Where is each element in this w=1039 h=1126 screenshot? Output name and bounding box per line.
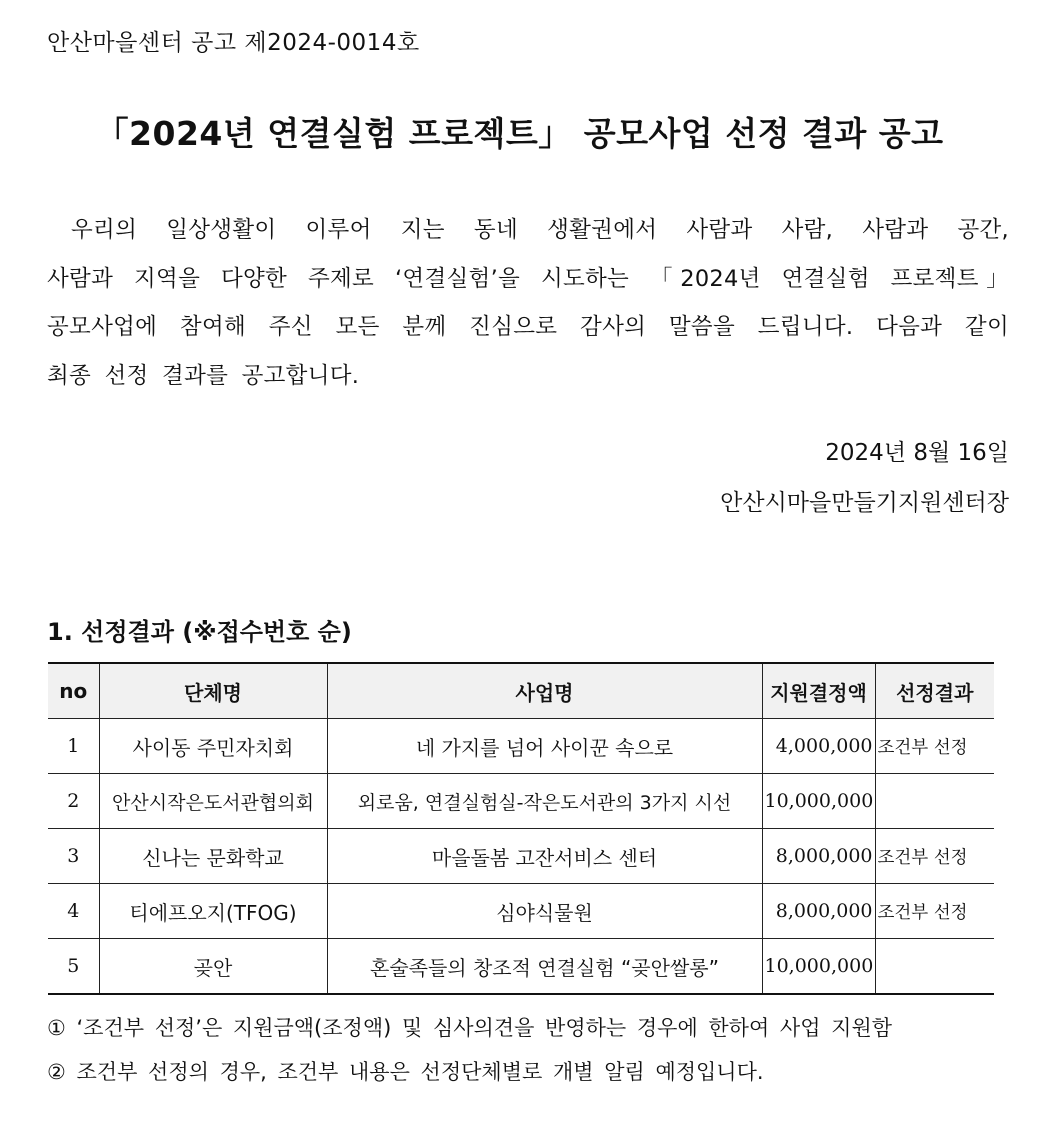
- footnote-item: ② 조건부 선정의 경우, 조건부 내용은 선정단체별로 개별 알림 예정입니다.: [47, 1060, 764, 1084]
- table-header-row: [48, 663, 994, 719]
- table-row: [48, 939, 994, 995]
- announcement-date: 2024년 8월 16일: [825, 440, 1009, 466]
- cell-result: 조건부 선정: [875, 719, 994, 774]
- section-title: 1. 선정결과 (※접수번호 순): [47, 618, 352, 646]
- cell-amount: 8,000,000: [762, 829, 875, 884]
- cell-project: 네 가지를 넘어 사이꾼 속으로: [327, 719, 762, 774]
- table-row: [48, 884, 994, 939]
- header-org: 단체명: [99, 663, 327, 719]
- cell-project: 마을돌봄 고잔서비스 센터: [327, 829, 762, 884]
- footnote-item: ① ‘조건부 선정’은 지원금액(조정액) 및 심사의견을 반영하는 경우에 한하여 사업 지원함: [47, 1016, 893, 1040]
- cell-project: 외로움, 연결실험실-작은도서관의 3가지 시선: [327, 774, 762, 829]
- body-line: 사람과 지역을 다양한 주제로 ‘연결실험’을 시도하는 「2024년 연결실험 프로젝트」: [47, 265, 1009, 292]
- cell-org: 신나는 문화학교: [99, 829, 327, 884]
- body-line: 우리의 일상생활이 이루어 지는 동네 생활권에서 사람과 사람, 사람과 공간,: [71, 217, 1009, 243]
- notice-number: 안산마을센터 공고 제2024-0014호: [47, 30, 420, 56]
- cell-no: 4: [48, 884, 99, 939]
- cell-result: [875, 774, 994, 829]
- table-row: [48, 829, 994, 884]
- cell-org: 사이동 주민자치회: [99, 719, 327, 774]
- cell-amount: 8,000,000: [762, 884, 875, 939]
- cell-project: 혼술족들의 창조적 연결실험 “곶안쌀롱”: [327, 939, 762, 995]
- cell-no: 5: [48, 939, 99, 995]
- cell-amount: 4,000,000: [762, 719, 875, 774]
- cell-org: 안산시작은도서관협의회: [99, 774, 327, 829]
- cell-result: 조건부 선정: [875, 829, 994, 884]
- header-no: no: [48, 663, 99, 719]
- signature-block: [720, 428, 1009, 528]
- cell-no: 2: [48, 774, 99, 829]
- cell-org: 곶안: [99, 939, 327, 995]
- cell-no: 3: [48, 829, 99, 884]
- body-line: 최종 선정 결과를 공고합니다.: [47, 362, 360, 389]
- header-project: 사업명: [327, 663, 762, 719]
- cell-project: 심야식물원: [327, 884, 762, 939]
- header-amount: 지원결정액: [762, 663, 875, 719]
- cell-result: [875, 939, 994, 995]
- cell-no: 1: [48, 719, 99, 774]
- page-title: 「2024년 연결실험 프로젝트」 공모사업 선정 결과 공고: [95, 114, 944, 153]
- cell-org: 티에프오지(TFOG): [99, 884, 327, 939]
- selection-result-table: [48, 662, 994, 995]
- table-row: [48, 774, 994, 829]
- cell-amount: 10,000,000: [762, 939, 875, 995]
- issuer-name: 안산시마을만들기지원센터장: [720, 490, 1009, 516]
- header-result: 선정결과: [875, 663, 994, 719]
- announcement-body: [47, 206, 1009, 400]
- footnotes: [47, 1006, 892, 1094]
- cell-result: 조건부 선정: [875, 884, 994, 939]
- body-line: 공모사업에 참여해 주신 모든 분께 진심으로 감사의 말씀을 드립니다. 다음과 같이: [47, 314, 1009, 340]
- cell-amount: 10,000,000: [762, 774, 875, 829]
- table-row: [48, 719, 994, 774]
